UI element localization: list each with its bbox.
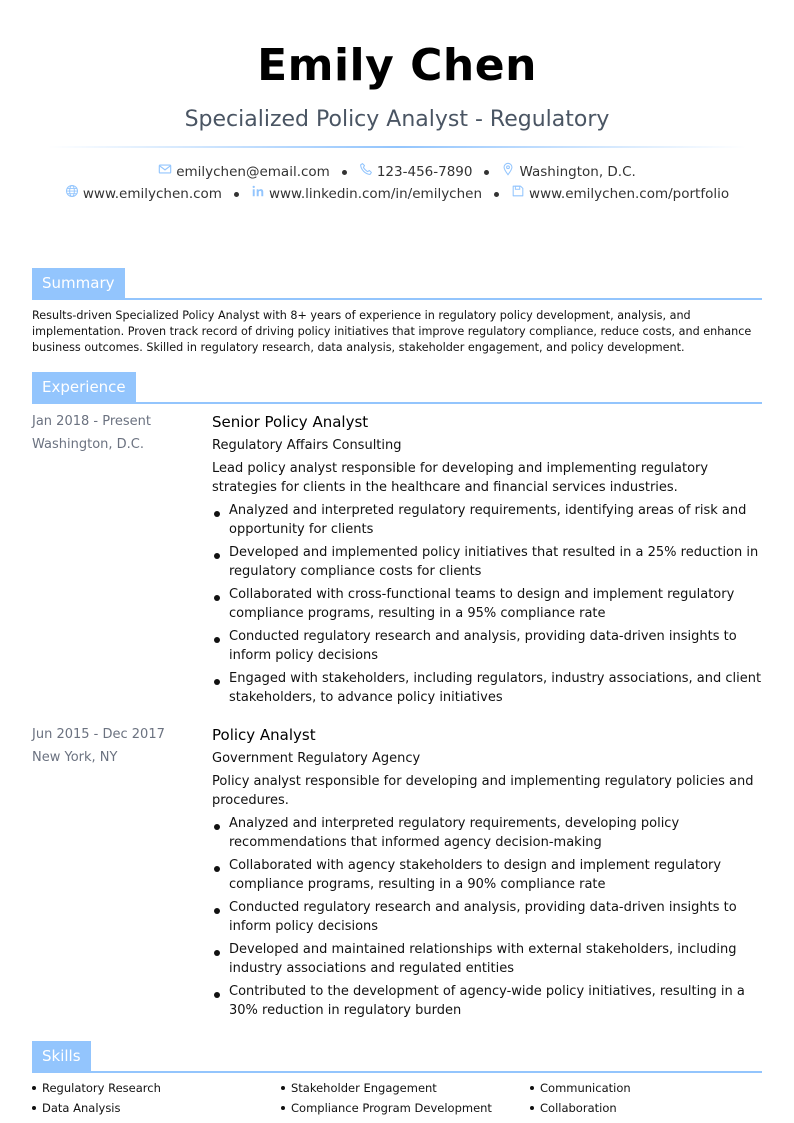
contact-website[interactable]: www.emilychen.com xyxy=(65,184,222,204)
contact-email[interactable]: emilychen@email.com xyxy=(158,162,330,182)
experience-heading: Experience xyxy=(32,372,136,403)
contact-linkedin[interactable]: www.linkedin.com/in/emilychen xyxy=(251,184,482,204)
list-item: Conducted regulatory research and analysis, providing data-driven insights to inform policy decisions xyxy=(212,627,762,665)
mail-icon xyxy=(158,162,176,182)
skill-item: Regulatory Research xyxy=(32,1080,281,1096)
job-bullets xyxy=(212,814,762,1020)
location-pin-icon xyxy=(501,162,519,182)
list-item: Developed and implemented policy initiatives that resulted in a 25% reduction in regulatory compliance costs for clients xyxy=(212,543,762,581)
contact-separator xyxy=(494,192,499,197)
job-meta xyxy=(32,410,202,456)
phone-icon xyxy=(359,162,377,182)
resume-header xyxy=(0,40,794,204)
skill-item: Collaboration xyxy=(530,1100,762,1116)
contact-row-secondary xyxy=(0,184,794,204)
list-item: Analyzed and interpreted regulatory requirements, developing policy recommendations that informed agency decision-making xyxy=(212,814,762,852)
experience-section-header xyxy=(32,372,762,404)
summary-heading: Summary xyxy=(32,268,125,299)
job-dates: Jan 2018 - Present xyxy=(32,414,151,429)
skill-item: Compliance Program Development xyxy=(281,1100,530,1116)
candidate-name: Emily Chen xyxy=(257,40,537,91)
contact-phone[interactable]: 123-456-7890 xyxy=(359,162,473,182)
contact-separator xyxy=(342,170,347,175)
list-item: Collaborated with cross-functional teams to design and implement regulatory compliance programs, resulting in a 95% compliance rate xyxy=(212,585,762,623)
job-title: Senior Policy Analyst xyxy=(212,413,369,431)
job-location: Washington, D.C. xyxy=(32,437,145,452)
portfolio-icon xyxy=(511,184,529,204)
job-details xyxy=(212,410,762,711)
skills-heading: Skills xyxy=(32,1041,91,1072)
skill-item: Stakeholder Engagement xyxy=(281,1080,530,1096)
contact-separator xyxy=(484,170,489,175)
job-details xyxy=(212,723,762,1024)
job-bullets xyxy=(212,501,762,707)
list-item: Contributed to the development of agency-wide policy initiatives, resulting in a 30% reduction in regulatory burden xyxy=(212,982,762,1020)
job-meta xyxy=(32,723,202,769)
job-description: Lead policy analyst responsible for developing and implementing regulatory strategies for clients in the healthcare and financial services industries. xyxy=(212,461,709,495)
job-company: Regulatory Affairs Consulting xyxy=(212,438,402,453)
header-divider xyxy=(48,146,746,148)
contact-portfolio[interactable]: www.emilychen.com/portfolio xyxy=(511,184,729,204)
list-item: Engaged with stakeholders, including regulators, industry associations, and client stakeholders, to advance policy initiatives xyxy=(212,669,762,707)
list-item: Collaborated with agency stakeholders to design and implement regulatory compliance programs, resulting in a 90% compliance rate xyxy=(212,856,762,894)
globe-icon xyxy=(65,184,83,204)
summary-section-header xyxy=(32,268,762,300)
linkedin-icon xyxy=(251,184,269,204)
contact-location: Washington, D.C. xyxy=(501,162,635,182)
list-item: Analyzed and interpreted regulatory requirements, identifying areas of risk and opportunity for clients xyxy=(212,501,762,539)
job-company: Government Regulatory Agency xyxy=(212,751,421,766)
skill-item: Communication xyxy=(530,1080,762,1096)
job-title: Policy Analyst xyxy=(212,726,316,744)
job-dates: Jun 2015 - Dec 2017 xyxy=(32,727,165,742)
contact-row-primary xyxy=(0,162,794,182)
contact-separator xyxy=(234,192,239,197)
job-description: Policy analyst responsible for developing and implementing regulatory policies and procedures. xyxy=(212,774,754,808)
skills-list xyxy=(32,1080,762,1116)
summary-text: Results-driven Specialized Policy Analyst with 8+ years of experience in regulatory policy development, analysis, and implementation. Proven track record of driving policy initiatives that improve regulatory compliance, reduce costs, and enhance business outcomes. Skilled in regulatory research, data analysis, stakeholder engagement, and policy development. xyxy=(32,309,752,354)
list-item: Conducted regulatory research and analysis, providing data-driven insights to inform policy decisions xyxy=(212,898,762,936)
candidate-title: Specialized Policy Analyst - Regulatory xyxy=(184,107,610,132)
job-location: New York, NY xyxy=(32,750,118,765)
list-item: Developed and maintained relationships with external stakeholders, including industry associations and regulated entities xyxy=(212,940,762,978)
skills-section-header xyxy=(32,1041,762,1073)
skill-item: Data Analysis xyxy=(32,1100,281,1116)
